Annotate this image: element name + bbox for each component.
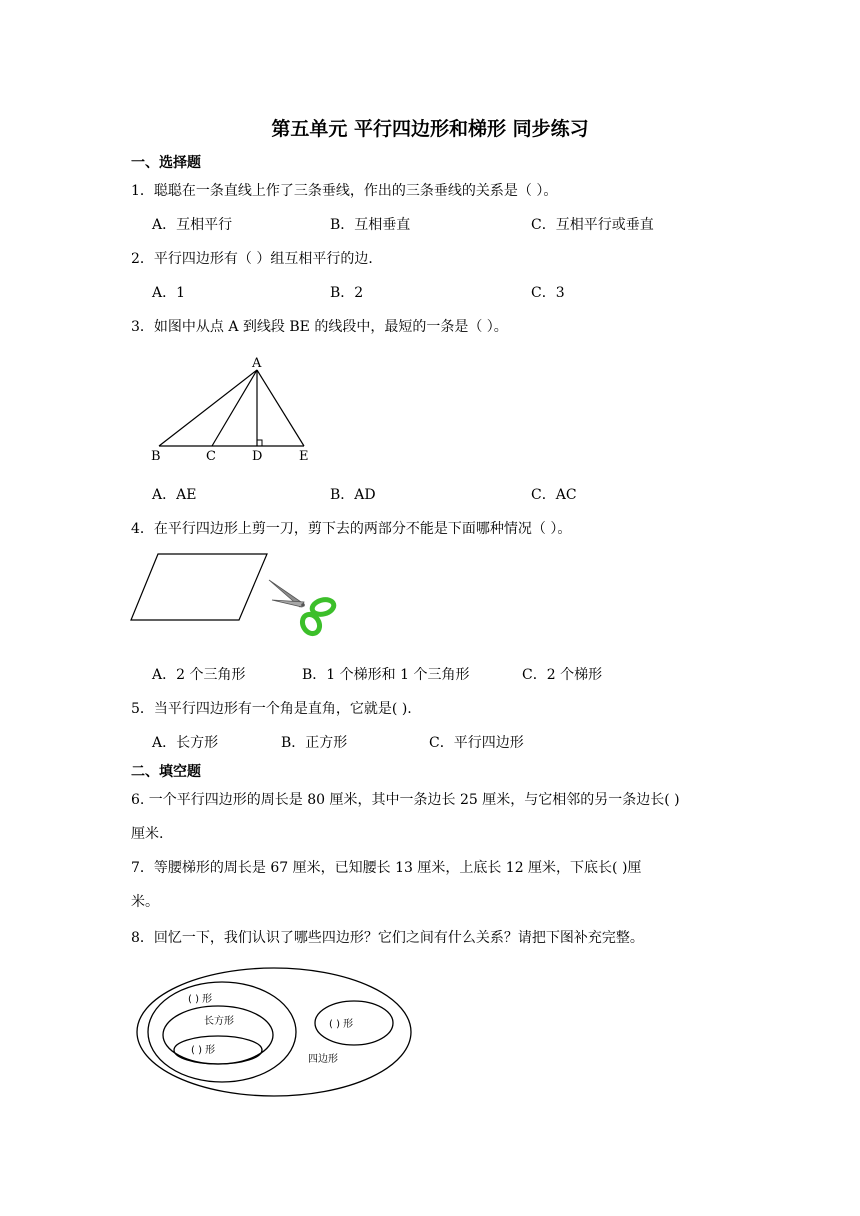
q5-option-b[interactable]: B．正方形 [281, 735, 348, 751]
q1-option-a[interactable]: A．互相平行 [152, 217, 233, 233]
question-7-line-1: 7．等腰梯形的周长是 67 厘米，已知腰长 13 厘米，上底长 12 厘米，下底长( )厘 [131, 860, 642, 876]
q2-option-c[interactable]: C．3 [531, 285, 565, 301]
question-6-line-2: 厘米. [131, 826, 164, 842]
scissors-icon [266, 574, 338, 638]
segment-ae [257, 370, 304, 446]
venn-square [174, 1036, 262, 1064]
question-6-line-1: 6. 一个平行四边形的周长是 80 厘米，其中一条边长 25 厘米，与它相邻的另一条边长( ) [131, 792, 680, 808]
question-3: 3．如图中从点 A 到线段 BE 的线段中，最短的一条是（ ）。 [131, 319, 508, 335]
label-e: E [299, 449, 309, 464]
q1-option-c[interactable]: C．互相平行或垂直 [531, 217, 654, 233]
page-title: 第五单元 平行四边形和梯形 同步练习 [271, 118, 589, 140]
question-2: 2．平行四边形有（ ）组互相平行的边． [131, 251, 383, 267]
venn-quadrilateral [137, 968, 411, 1096]
segment-ab [159, 370, 257, 446]
label-a: A [252, 356, 262, 371]
q4-option-b[interactable]: B．1 个梯形和 1 个三角形 [302, 667, 470, 683]
question-1: 1．聪聪在一条直线上作了三条垂线，作出的三条垂线的关系是（ ）。 [131, 183, 558, 199]
q4-option-c[interactable]: C．2 个梯形 [522, 667, 603, 683]
section-heading-fill: 二、填空题 [131, 764, 201, 780]
venn-rectangle [163, 1006, 273, 1064]
venn-parallelogram [148, 982, 296, 1082]
question-7-line-2: 米。 [131, 894, 159, 910]
question-8: 8．回忆一下，我们认识了哪些四边形？它们之间有什么关系？请把下图补充完整。 [131, 930, 644, 946]
venn-trapezoid [315, 1001, 393, 1045]
label-b: B [151, 449, 161, 464]
section-heading-choice: 一、选择题 [131, 155, 201, 171]
right-angle-mark [257, 440, 262, 446]
question-5: 5．当平行四边形有一个角是直角，它就是( ). [131, 701, 412, 717]
quadrilateral-venn-diagram [136, 964, 416, 1100]
q3-option-a[interactable]: A．AE [152, 487, 197, 503]
q2-option-b[interactable]: B．2 [330, 285, 364, 301]
question-4: 4．在平行四边形上剪一刀，剪下去的两部分不能是下面哪种情况（ ）。 [131, 521, 572, 537]
segment-ac [212, 370, 257, 446]
q2-option-a[interactable]: A．1 [152, 285, 186, 301]
label-c: C [206, 449, 216, 464]
q5-option-a[interactable]: A．长方形 [152, 735, 219, 751]
q4-option-a[interactable]: A．2 个三角形 [152, 667, 246, 683]
label-d: D [252, 449, 263, 464]
venn-rectangle-label: 长方形 [204, 1016, 234, 1027]
triangle-figure [140, 352, 330, 472]
venn-square-label: ( ) 形 [191, 1045, 216, 1056]
q1-option-b[interactable]: B．互相垂直 [330, 217, 411, 233]
q5-option-c[interactable]: C．平行四边形 [429, 735, 524, 751]
q3-option-c[interactable]: C．AC [531, 487, 577, 503]
venn-quadrilateral-label: 四边形 [308, 1054, 338, 1065]
parallelogram-figure [130, 552, 270, 624]
venn-parallelogram-label: ( ) 形 [188, 994, 213, 1005]
q3-option-b[interactable]: B．AD [330, 487, 376, 503]
venn-trapezoid-label: ( ) 形 [329, 1019, 354, 1030]
